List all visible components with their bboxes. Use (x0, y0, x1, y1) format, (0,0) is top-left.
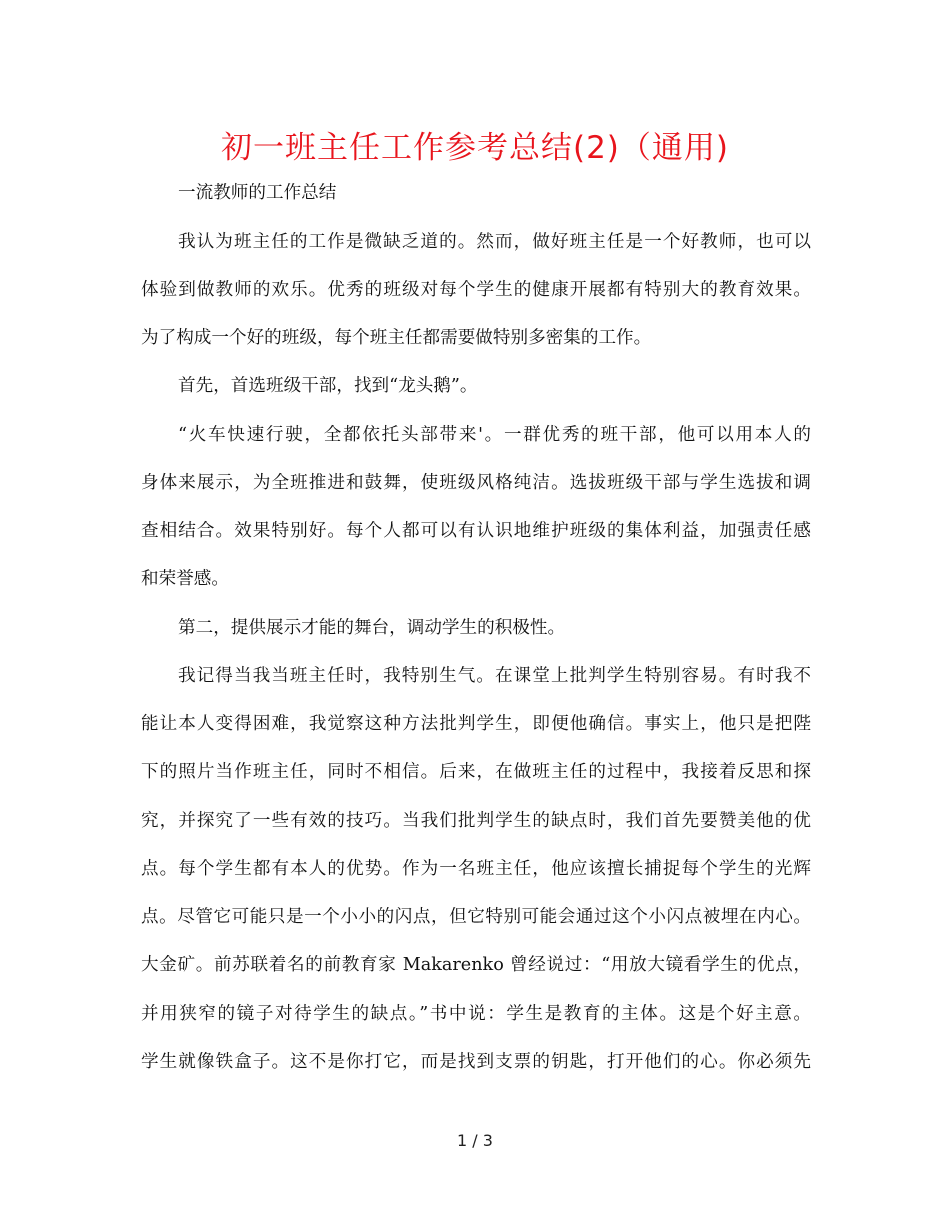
paragraph-line: 我记得当我当班主任时，我特别生气。在课堂上批判学生特别容易。有时我不 (178, 666, 811, 686)
paragraph-line: 查相结合。效果特别好。每个人都可以有认识地维护班级的集体利益，加强责任感 (141, 521, 811, 541)
document-title: 初一班主任工作参考总结(2)（通用) (220, 130, 729, 166)
paragraph-line: 究，并探究了一些有效的技巧。当我们批判学生的缺点时，我们首先要赞美他的优 (141, 811, 811, 831)
page-indicator: 1 / 3 (457, 1131, 493, 1150)
paragraph-line: “火车快速行驶，全都依托头部带来'。一群优秀的班干部，他可以用本人的 (178, 425, 811, 445)
paragraph-line: 为了构成一个好的班级，每个班主任都需要做特别多密集的工作。 (141, 328, 652, 348)
paragraph-line: 下的照片当作班主任，同时不相信。后来，在做班主任的过程中，我接着反思和探 (141, 762, 811, 782)
paragraph-line: 学生就像铁盒子。这不是你打它，而是找到支票的钥匙，打开他们的心。你必须先 (141, 1052, 811, 1072)
paragraph-line: 身体来展示，为全班推进和鼓舞，使班级风格纯洁。选拔班级干部与学生选拔和调 (141, 473, 811, 493)
paragraph-line: 首先，首选班级干部，找到“龙头鹅”。 (178, 376, 478, 396)
paragraph-line: 一流教师的工作总结 (178, 183, 337, 203)
paragraph-line: 大金矿。前苏联着名的前教育家 Makarenko 曾经说过：“用放大镜看学生的优点， (141, 955, 811, 975)
paragraph-line: 并用狭窄的镜子对待学生的缺点。”书中说：学生是教育的主体。这是个好主意。 (141, 1004, 811, 1024)
paragraph-line: 体验到做教师的欢乐。优秀的班级对每个学生的健康开展都有特别大的教育效果。 (141, 280, 811, 300)
paragraph-line: 我认为班主任的工作是微缺乏道的。然而，做好班主任是一个好教师，也可以 (178, 232, 811, 252)
paragraph-line: 和荣誉感。 (141, 569, 229, 589)
paragraph-line: 能让本人变得困难，我觉察这种方法批判学生，即便他确信。事实上，他只是把陛 (141, 714, 811, 734)
paragraph-line: 第二，提供展示才能的舞台，调动学生的积极性。 (178, 618, 566, 638)
paragraph-line: 点。尽管它可能只是一个小小的闪点，但它特别可能会通过这个小闪点被埋在内心。 (141, 907, 811, 927)
paragraph-line: 点。每个学生都有本人的优势。作为一名班主任，他应该擅长捕捉每个学生的光辉 (141, 859, 811, 879)
